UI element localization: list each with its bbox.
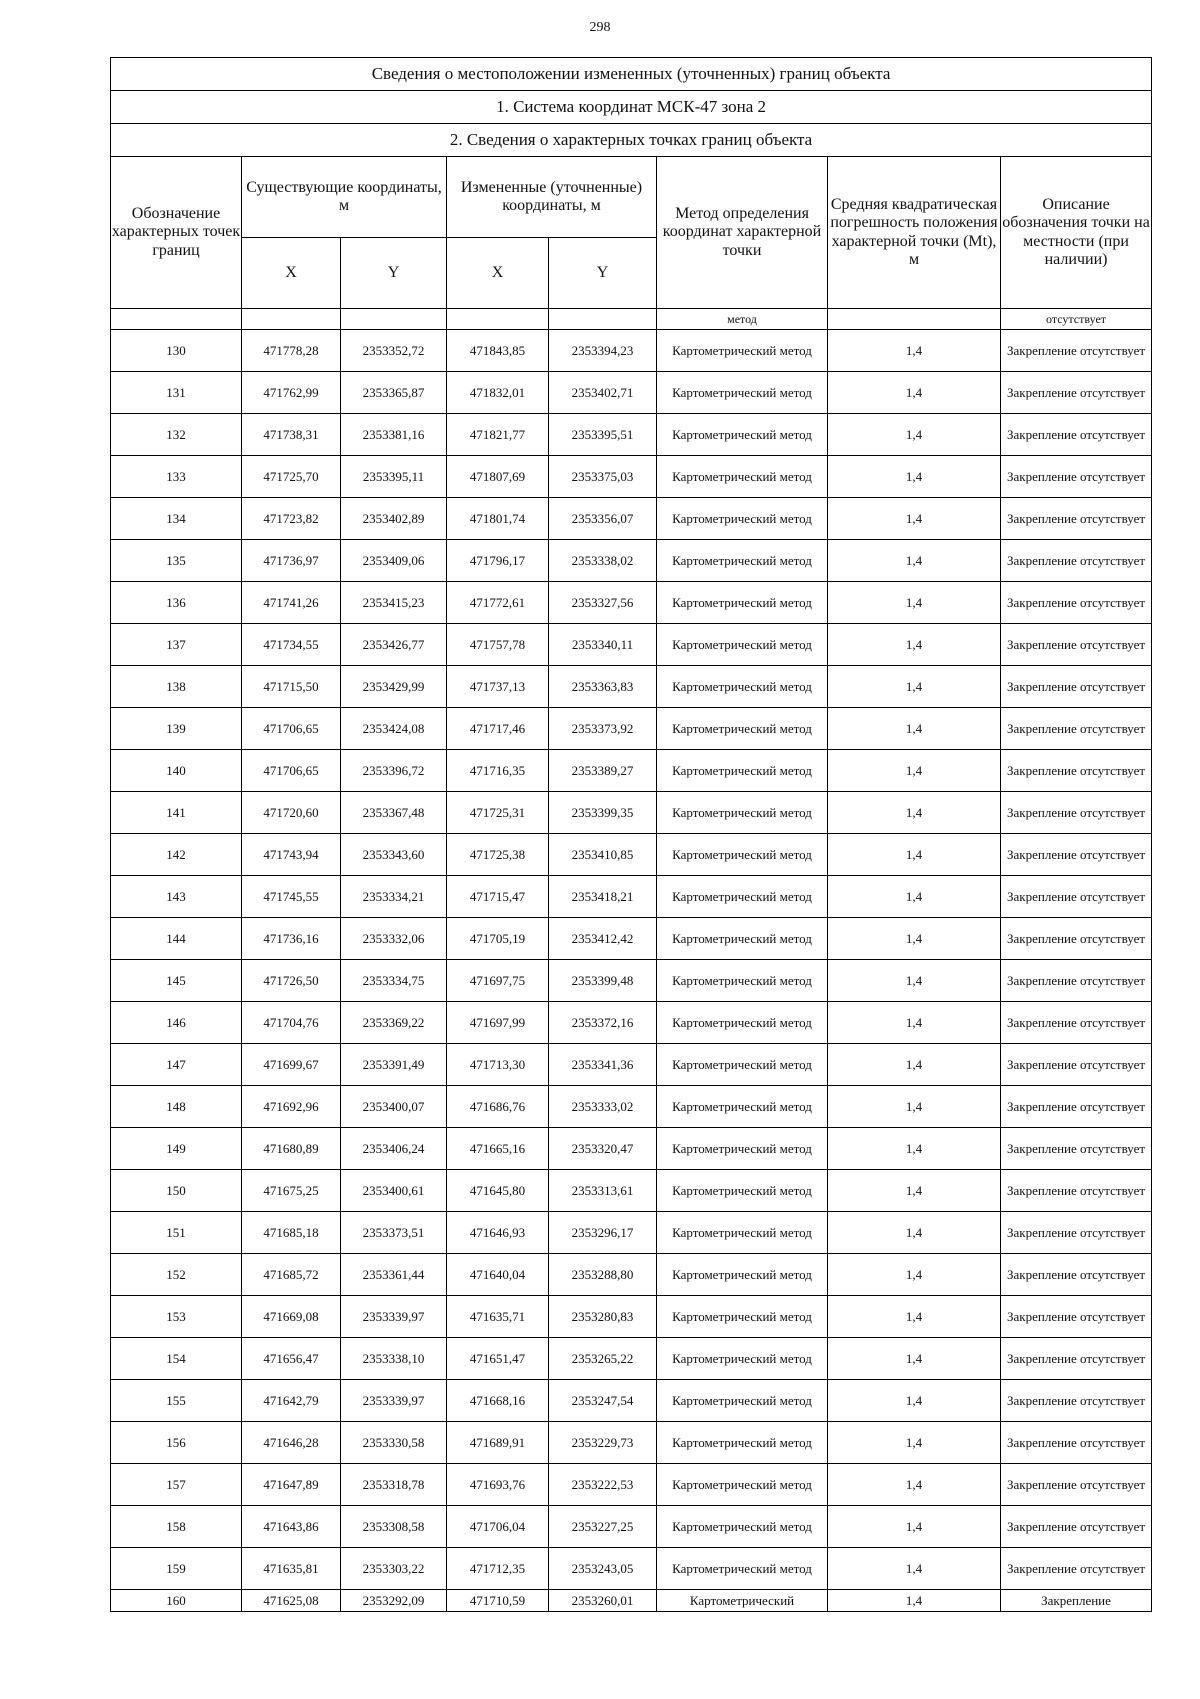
cell-existing-x: 471706,65 bbox=[242, 708, 341, 750]
cell-description: Закрепление отсутствует bbox=[1001, 1296, 1152, 1338]
cell-changed-x: 471697,99 bbox=[447, 1002, 549, 1044]
cell-point-id: 132 bbox=[111, 414, 242, 456]
cell-existing-y: 2353406,24 bbox=[341, 1128, 447, 1170]
cell-changed-x: 471710,59 bbox=[447, 1590, 549, 1612]
cell-changed-x: 471715,47 bbox=[447, 876, 549, 918]
cell-changed-x: 471717,46 bbox=[447, 708, 549, 750]
cell-error: 1,4 bbox=[828, 1464, 1001, 1506]
cell-error: 1,4 bbox=[828, 876, 1001, 918]
cell-existing-y: 2353396,72 bbox=[341, 750, 447, 792]
cell-existing-y: 2353381,16 bbox=[341, 414, 447, 456]
cell-point-id: 145 bbox=[111, 960, 242, 1002]
cell-existing-x: 471706,65 bbox=[242, 750, 341, 792]
cell-existing-y: 2353339,97 bbox=[341, 1296, 447, 1338]
cell-description: Закрепление отсутствует bbox=[1001, 1506, 1152, 1548]
cell-error: 1,4 bbox=[828, 750, 1001, 792]
cell-method: Картометрический метод bbox=[657, 1254, 828, 1296]
table-row bbox=[111, 1296, 1152, 1338]
cell-point-id: 133 bbox=[111, 456, 242, 498]
cell-point-id: 159 bbox=[111, 1548, 242, 1590]
table-row bbox=[111, 456, 1152, 498]
cell-error: 1,4 bbox=[828, 1548, 1001, 1590]
cell-changed-x: 471807,69 bbox=[447, 456, 549, 498]
cell-method: Картометрический метод bbox=[657, 1086, 828, 1128]
cell-existing-x: 471743,94 bbox=[242, 834, 341, 876]
cell-method: Картометрический метод bbox=[657, 918, 828, 960]
cell-changed-x: 471689,91 bbox=[447, 1422, 549, 1464]
cell-existing-y: 2353339,97 bbox=[341, 1380, 447, 1422]
cell-existing-y: 2353429,99 bbox=[341, 666, 447, 708]
cell-point-id: 155 bbox=[111, 1380, 242, 1422]
cell-changed-y: 2353338,02 bbox=[549, 540, 657, 582]
cell-existing-y: 2353318,78 bbox=[341, 1464, 447, 1506]
cell-changed-x: 471772,61 bbox=[447, 582, 549, 624]
cell-changed-y: 2353410,85 bbox=[549, 834, 657, 876]
cell-point-id: 154 bbox=[111, 1338, 242, 1380]
cell-point-id: 141 bbox=[111, 792, 242, 834]
cell-existing-x: 471699,67 bbox=[242, 1044, 341, 1086]
cell-method: Картометрический метод bbox=[657, 666, 828, 708]
cell-changed-y: 2353247,54 bbox=[549, 1380, 657, 1422]
cell-point-id: 140 bbox=[111, 750, 242, 792]
table-row bbox=[111, 1506, 1152, 1548]
cell-changed-x: 471635,71 bbox=[447, 1296, 549, 1338]
cell-existing-x: 471643,86 bbox=[242, 1506, 341, 1548]
cell-changed-x: 471665,16 bbox=[447, 1128, 549, 1170]
cell-changed-x: 471725,38 bbox=[447, 834, 549, 876]
cell-changed-y: 2353222,53 bbox=[549, 1464, 657, 1506]
cell-existing-y: 2353334,75 bbox=[341, 960, 447, 1002]
cell-changed-x: 471843,85 bbox=[447, 330, 549, 372]
cell-point-id: 144 bbox=[111, 918, 242, 960]
header-existing-x: X bbox=[242, 238, 341, 309]
cell-existing-y: 2353367,48 bbox=[341, 792, 447, 834]
cell-existing-y: 2353365,87 bbox=[341, 372, 447, 414]
cell-description: Закрепление отсутствует bbox=[1001, 1170, 1152, 1212]
cell-point-id: 137 bbox=[111, 624, 242, 666]
cell-description: Закрепление отсутствует bbox=[1001, 666, 1152, 708]
table-title: Сведения о местоположении измененных (уточненных) границ объекта bbox=[111, 58, 1152, 91]
cell-existing-x: 471736,97 bbox=[242, 540, 341, 582]
table-row bbox=[111, 1548, 1152, 1590]
header-changed-y: Y bbox=[549, 238, 657, 309]
cell-method: Картометрический метод bbox=[657, 1464, 828, 1506]
cell-changed-y: 2353363,83 bbox=[549, 666, 657, 708]
cell-error: 1,4 bbox=[828, 1044, 1001, 1086]
table-row bbox=[111, 1254, 1152, 1296]
cell-error: 1,4 bbox=[828, 330, 1001, 372]
cell-existing-y: 2353308,58 bbox=[341, 1506, 447, 1548]
cell-existing-y: 2353400,07 bbox=[341, 1086, 447, 1128]
cell-existing-y: 2353409,06 bbox=[341, 540, 447, 582]
points-section-title: 2. Сведения о характерных точках границ объекта bbox=[111, 124, 1152, 157]
cell-changed-y: 2353280,83 bbox=[549, 1296, 657, 1338]
cell-existing-y: 2353334,21 bbox=[341, 876, 447, 918]
cell-point-id: 134 bbox=[111, 498, 242, 540]
cell-method: Картометрический метод bbox=[657, 876, 828, 918]
cell-existing-y: 2353303,22 bbox=[341, 1548, 447, 1590]
cell-changed-x: 471757,78 bbox=[447, 624, 549, 666]
cell-error: 1,4 bbox=[828, 498, 1001, 540]
cell-method: метод bbox=[657, 309, 828, 330]
cell-changed-x: 471640,04 bbox=[447, 1254, 549, 1296]
boundary-points-table bbox=[110, 57, 1152, 1612]
cell-method: Картометрический метод bbox=[657, 624, 828, 666]
header-error: Средняя квадратическая погрешность положения характерной точки (Mt), м bbox=[828, 157, 1001, 309]
cell-existing-y: 2353373,51 bbox=[341, 1212, 447, 1254]
cell-description: Закрепление отсутствует bbox=[1001, 1128, 1152, 1170]
cell-point-id: 136 bbox=[111, 582, 242, 624]
table-row bbox=[111, 1338, 1152, 1380]
cell-existing-y: 2353395,11 bbox=[341, 456, 447, 498]
cell-changed-y: 2353320,47 bbox=[549, 1128, 657, 1170]
cell-existing-y: 2353415,23 bbox=[341, 582, 447, 624]
cell-method: Картометрический метод bbox=[657, 1506, 828, 1548]
page-number: 298 bbox=[589, 20, 611, 35]
cell-description: Закрепление отсутствует bbox=[1001, 918, 1152, 960]
cell-existing-y: 2353424,08 bbox=[341, 708, 447, 750]
cell-point-id: 149 bbox=[111, 1128, 242, 1170]
cell-description: Закрепление отсутствует bbox=[1001, 540, 1152, 582]
cell-description: Закрепление отсутствует bbox=[1001, 876, 1152, 918]
cell-changed-y: 2353389,27 bbox=[549, 750, 657, 792]
cell-existing-x: 471736,16 bbox=[242, 918, 341, 960]
cell-point-id: 143 bbox=[111, 876, 242, 918]
table-row bbox=[111, 330, 1152, 372]
cell-point-id: 160 bbox=[111, 1590, 242, 1612]
table-row bbox=[111, 750, 1152, 792]
cell-description: Закрепление отсутствует bbox=[1001, 1212, 1152, 1254]
table-row bbox=[111, 582, 1152, 624]
cell-error: 1,4 bbox=[828, 1296, 1001, 1338]
cell-point-id: 147 bbox=[111, 1044, 242, 1086]
cell-error: 1,4 bbox=[828, 1128, 1001, 1170]
cell-method: Картометрический метод bbox=[657, 1422, 828, 1464]
table-row bbox=[111, 960, 1152, 1002]
cell-point-id: 150 bbox=[111, 1170, 242, 1212]
cell-changed-x: 471645,80 bbox=[447, 1170, 549, 1212]
cell-point-id: 135 bbox=[111, 540, 242, 582]
table-row bbox=[111, 1422, 1152, 1464]
cell-method: Картометрический метод bbox=[657, 750, 828, 792]
cell-existing-y: 2353391,49 bbox=[341, 1044, 447, 1086]
cell-changed-x: 471801,74 bbox=[447, 498, 549, 540]
cell-existing-y: 2353352,72 bbox=[341, 330, 447, 372]
cell-existing-x: 471675,25 bbox=[242, 1170, 341, 1212]
cell-changed-x: 471668,16 bbox=[447, 1380, 549, 1422]
cell-existing-y: 2353343,60 bbox=[341, 834, 447, 876]
table-row bbox=[111, 1170, 1152, 1212]
cell-method: Картометрический метод bbox=[657, 1170, 828, 1212]
table-row bbox=[111, 624, 1152, 666]
cell-method: Картометрический метод bbox=[657, 456, 828, 498]
cell-existing-x: 471625,08 bbox=[242, 1590, 341, 1612]
table-row bbox=[111, 498, 1152, 540]
cell-method: Картометрический метод bbox=[657, 1548, 828, 1590]
cell-existing-x: 471745,55 bbox=[242, 876, 341, 918]
table-row bbox=[111, 1002, 1152, 1044]
cell-point-id: 142 bbox=[111, 834, 242, 876]
cell-method: Картометрический метод bbox=[657, 1002, 828, 1044]
cell-error: 1,4 bbox=[828, 834, 1001, 876]
cell-existing-x: 471762,99 bbox=[242, 372, 341, 414]
cell-description: Закрепление отсутствует bbox=[1001, 414, 1152, 456]
cell-changed-x: 471716,35 bbox=[447, 750, 549, 792]
cell-error: 1,4 bbox=[828, 372, 1001, 414]
cell-existing-y: 2353369,22 bbox=[341, 1002, 447, 1044]
cell-description: Закрепление отсутствует bbox=[1001, 960, 1152, 1002]
table-row bbox=[111, 1086, 1152, 1128]
cell-existing-x: 471734,55 bbox=[242, 624, 341, 666]
header-existing-coordinates: Существующие координаты, м bbox=[242, 157, 447, 238]
cell-error: 1,4 bbox=[828, 456, 1001, 498]
cell-method: Картометрический метод bbox=[657, 1338, 828, 1380]
cell-description: Закрепление отсутствует bbox=[1001, 1254, 1152, 1296]
table-row bbox=[111, 918, 1152, 960]
cell-changed-x: 471693,76 bbox=[447, 1464, 549, 1506]
cell-point-id: 138 bbox=[111, 666, 242, 708]
cell-method: Картометрический метод bbox=[657, 414, 828, 456]
cell-changed-y: 2353356,07 bbox=[549, 498, 657, 540]
cell-description: Закрепление отсутствует bbox=[1001, 1422, 1152, 1464]
cell-changed-y: 2353333,02 bbox=[549, 1086, 657, 1128]
cell-description: Закрепление отсутствует bbox=[1001, 750, 1152, 792]
cell-description: Закрепление отсутствует bbox=[1001, 1380, 1152, 1422]
cell-changed-x: 471712,35 bbox=[447, 1548, 549, 1590]
cell-method: Картометрический метод bbox=[657, 582, 828, 624]
cell-changed-x: 471686,76 bbox=[447, 1086, 549, 1128]
cell-description: Закрепление отсутствует bbox=[1001, 792, 1152, 834]
header-existing-y: Y bbox=[341, 238, 447, 309]
cell-existing-x: 471778,28 bbox=[242, 330, 341, 372]
cell-existing-x: 471685,72 bbox=[242, 1254, 341, 1296]
cell-method: Картометрический метод bbox=[657, 1128, 828, 1170]
cell-changed-x: 471646,93 bbox=[447, 1212, 549, 1254]
cell-description: Закрепление отсутствует bbox=[1001, 1464, 1152, 1506]
cell-existing-y: 2353330,58 bbox=[341, 1422, 447, 1464]
cell-point-id: 139 bbox=[111, 708, 242, 750]
cell-method: Картометрический bbox=[657, 1590, 828, 1612]
cell-changed-y: 2353394,23 bbox=[549, 330, 657, 372]
cell-description: Закрепление отсутствует bbox=[1001, 1338, 1152, 1380]
cell-error: 1,4 bbox=[828, 1002, 1001, 1044]
cell-existing-x: 471685,18 bbox=[242, 1212, 341, 1254]
header-method: Метод определения координат характерной точки bbox=[657, 157, 828, 309]
cell-changed-y: 2353340,11 bbox=[549, 624, 657, 666]
cell-error: 1,4 bbox=[828, 1380, 1001, 1422]
cell-changed-x: 471713,30 bbox=[447, 1044, 549, 1086]
cell-point-id: 146 bbox=[111, 1002, 242, 1044]
cell-changed-y: 2353418,21 bbox=[549, 876, 657, 918]
cell-description: Закрепление отсутствует bbox=[1001, 624, 1152, 666]
header-changed-x: X bbox=[447, 238, 549, 309]
cell-point-id: 156 bbox=[111, 1422, 242, 1464]
cell-changed-y: 2353399,48 bbox=[549, 960, 657, 1002]
cell-error: 1,4 bbox=[828, 1590, 1001, 1612]
cell-error: 1,4 bbox=[828, 1506, 1001, 1548]
cell-point-id: 157 bbox=[111, 1464, 242, 1506]
cell-description: Закрепление отсутствует bbox=[1001, 708, 1152, 750]
cell-existing-x: 471647,89 bbox=[242, 1464, 341, 1506]
cell-error: 1,4 bbox=[828, 624, 1001, 666]
cell-changed-x: 471796,17 bbox=[447, 540, 549, 582]
cell-changed-y: 2353412,42 bbox=[549, 918, 657, 960]
cell-point-id: 148 bbox=[111, 1086, 242, 1128]
cell-changed-y: 2353373,92 bbox=[549, 708, 657, 750]
table-row bbox=[111, 708, 1152, 750]
cell-point-id: 153 bbox=[111, 1296, 242, 1338]
cell-error: 1,4 bbox=[828, 1212, 1001, 1254]
cell-description: Закрепление bbox=[1001, 1590, 1152, 1612]
cell-changed-y: 2353399,35 bbox=[549, 792, 657, 834]
cell-changed-y: 2353243,05 bbox=[549, 1548, 657, 1590]
table-row bbox=[111, 1212, 1152, 1254]
table-row bbox=[111, 1128, 1152, 1170]
cell-description: отсутствует bbox=[1001, 309, 1152, 330]
header-designation: Обозначение характерных точек границ bbox=[111, 157, 242, 309]
cell-existing-x: 471741,26 bbox=[242, 582, 341, 624]
cell-changed-x: 471737,13 bbox=[447, 666, 549, 708]
cell-existing-x: 471642,79 bbox=[242, 1380, 341, 1422]
cell-existing-x: 471715,50 bbox=[242, 666, 341, 708]
cell-error: 1,4 bbox=[828, 960, 1001, 1002]
cell-existing-x: 471725,70 bbox=[242, 456, 341, 498]
cell-existing-x: 471723,82 bbox=[242, 498, 341, 540]
cell-existing-y: 2353361,44 bbox=[341, 1254, 447, 1296]
cell-existing-y: 2353338,10 bbox=[341, 1338, 447, 1380]
cell-existing-x: 471692,96 bbox=[242, 1086, 341, 1128]
cell-changed-y: 2353227,25 bbox=[549, 1506, 657, 1548]
cell-changed-y: 2353296,17 bbox=[549, 1212, 657, 1254]
cell-error: 1,4 bbox=[828, 708, 1001, 750]
table-row bbox=[111, 666, 1152, 708]
cell-point-id: 130 bbox=[111, 330, 242, 372]
cell-error: 1,4 bbox=[828, 666, 1001, 708]
cell-method: Картометрический метод bbox=[657, 834, 828, 876]
header-description: Описание обозначения точки на местности (при наличии) bbox=[1001, 157, 1152, 309]
cell-method: Картометрический метод bbox=[657, 960, 828, 1002]
table-row bbox=[111, 834, 1152, 876]
cell-method: Картометрический метод bbox=[657, 1296, 828, 1338]
table-row bbox=[111, 876, 1152, 918]
table-row-last bbox=[111, 1590, 1152, 1612]
cell-changed-x: 471706,04 bbox=[447, 1506, 549, 1548]
cell-error: 1,4 bbox=[828, 414, 1001, 456]
cell-point-id: 158 bbox=[111, 1506, 242, 1548]
cell-changed-y: 2353395,51 bbox=[549, 414, 657, 456]
table-row bbox=[111, 1464, 1152, 1506]
cell-description: Закрепление отсутствует bbox=[1001, 498, 1152, 540]
cell-description: Закрепление отсутствует bbox=[1001, 1548, 1152, 1590]
table-row bbox=[111, 1044, 1152, 1086]
cell-changed-x: 471725,31 bbox=[447, 792, 549, 834]
table-row bbox=[111, 540, 1152, 582]
cell-changed-x: 471821,77 bbox=[447, 414, 549, 456]
table-row-continued bbox=[111, 309, 1152, 330]
cell-changed-y: 2353375,03 bbox=[549, 456, 657, 498]
cell-point-id: 131 bbox=[111, 372, 242, 414]
cell-changed-y: 2353229,73 bbox=[549, 1422, 657, 1464]
coordinate-system-title: 1. Система координат МСК-47 зона 2 bbox=[111, 91, 1152, 124]
cell-error: 1,4 bbox=[828, 1086, 1001, 1128]
cell-changed-y: 2353402,71 bbox=[549, 372, 657, 414]
cell-changed-y: 2353265,22 bbox=[549, 1338, 657, 1380]
cell-changed-y: 2353313,61 bbox=[549, 1170, 657, 1212]
cell-error: 1,4 bbox=[828, 1338, 1001, 1380]
cell-description: Закрепление отсутствует bbox=[1001, 372, 1152, 414]
header-changed-coordinates: Измененные (уточненные) координаты, м bbox=[447, 157, 657, 238]
cell-changed-x: 471697,75 bbox=[447, 960, 549, 1002]
cell-existing-y: 2353426,77 bbox=[341, 624, 447, 666]
cell-existing-y: 2353400,61 bbox=[341, 1170, 447, 1212]
cell-changed-y: 2353372,16 bbox=[549, 1002, 657, 1044]
cell-method: Картометрический метод bbox=[657, 1044, 828, 1086]
cell-existing-x: 471656,47 bbox=[242, 1338, 341, 1380]
table-row bbox=[111, 792, 1152, 834]
cell-changed-x: 471651,47 bbox=[447, 1338, 549, 1380]
table-row bbox=[111, 1380, 1152, 1422]
cell-existing-x: 471646,28 bbox=[242, 1422, 341, 1464]
cell-error: 1,4 bbox=[828, 1422, 1001, 1464]
cell-description: Закрепление отсутствует bbox=[1001, 1086, 1152, 1128]
cell-existing-y: 2353292,09 bbox=[341, 1590, 447, 1612]
cell-method: Картометрический метод bbox=[657, 708, 828, 750]
cell-error: 1,4 bbox=[828, 540, 1001, 582]
cell-error: 1,4 bbox=[828, 1254, 1001, 1296]
cell-description: Закрепление отсутствует bbox=[1001, 456, 1152, 498]
cell-existing-x: 471726,50 bbox=[242, 960, 341, 1002]
cell-error: 1,4 bbox=[828, 792, 1001, 834]
cell-changed-y: 2353341,36 bbox=[549, 1044, 657, 1086]
cell-error: 1,4 bbox=[828, 918, 1001, 960]
cell-method: Картометрический метод bbox=[657, 498, 828, 540]
cell-changed-x: 471705,19 bbox=[447, 918, 549, 960]
cell-existing-x: 471704,76 bbox=[242, 1002, 341, 1044]
cell-existing-x: 471738,31 bbox=[242, 414, 341, 456]
cell-description: Закрепление отсутствует bbox=[1001, 1002, 1152, 1044]
table-row bbox=[111, 372, 1152, 414]
cell-existing-y: 2353332,06 bbox=[341, 918, 447, 960]
cell-point-id: 151 bbox=[111, 1212, 242, 1254]
cell-existing-y: 2353402,89 bbox=[341, 498, 447, 540]
cell-changed-y: 2353260,01 bbox=[549, 1590, 657, 1612]
cell-existing-x: 471669,08 bbox=[242, 1296, 341, 1338]
cell-changed-x: 471832,01 bbox=[447, 372, 549, 414]
cell-description: Закрепление отсутствует bbox=[1001, 1044, 1152, 1086]
cell-description: Закрепление отсутствует bbox=[1001, 330, 1152, 372]
cell-error: 1,4 bbox=[828, 1170, 1001, 1212]
cell-error: 1,4 bbox=[828, 582, 1001, 624]
cell-description: Закрепление отсутствует bbox=[1001, 834, 1152, 876]
cell-method: Картометрический метод bbox=[657, 792, 828, 834]
cell-description: Закрепление отсутствует bbox=[1001, 582, 1152, 624]
cell-method: Картометрический метод bbox=[657, 1380, 828, 1422]
cell-method: Картометрический метод bbox=[657, 1212, 828, 1254]
cell-method: Картометрический метод bbox=[657, 330, 828, 372]
cell-existing-x: 471680,89 bbox=[242, 1128, 341, 1170]
cell-method: Картометрический метод bbox=[657, 372, 828, 414]
cell-changed-y: 2353288,80 bbox=[549, 1254, 657, 1296]
cell-point-id: 152 bbox=[111, 1254, 242, 1296]
cell-changed-y: 2353327,56 bbox=[549, 582, 657, 624]
cell-existing-x: 471720,60 bbox=[242, 792, 341, 834]
table-row bbox=[111, 414, 1152, 456]
cell-method: Картометрический метод bbox=[657, 540, 828, 582]
cell-existing-x: 471635,81 bbox=[242, 1548, 341, 1590]
